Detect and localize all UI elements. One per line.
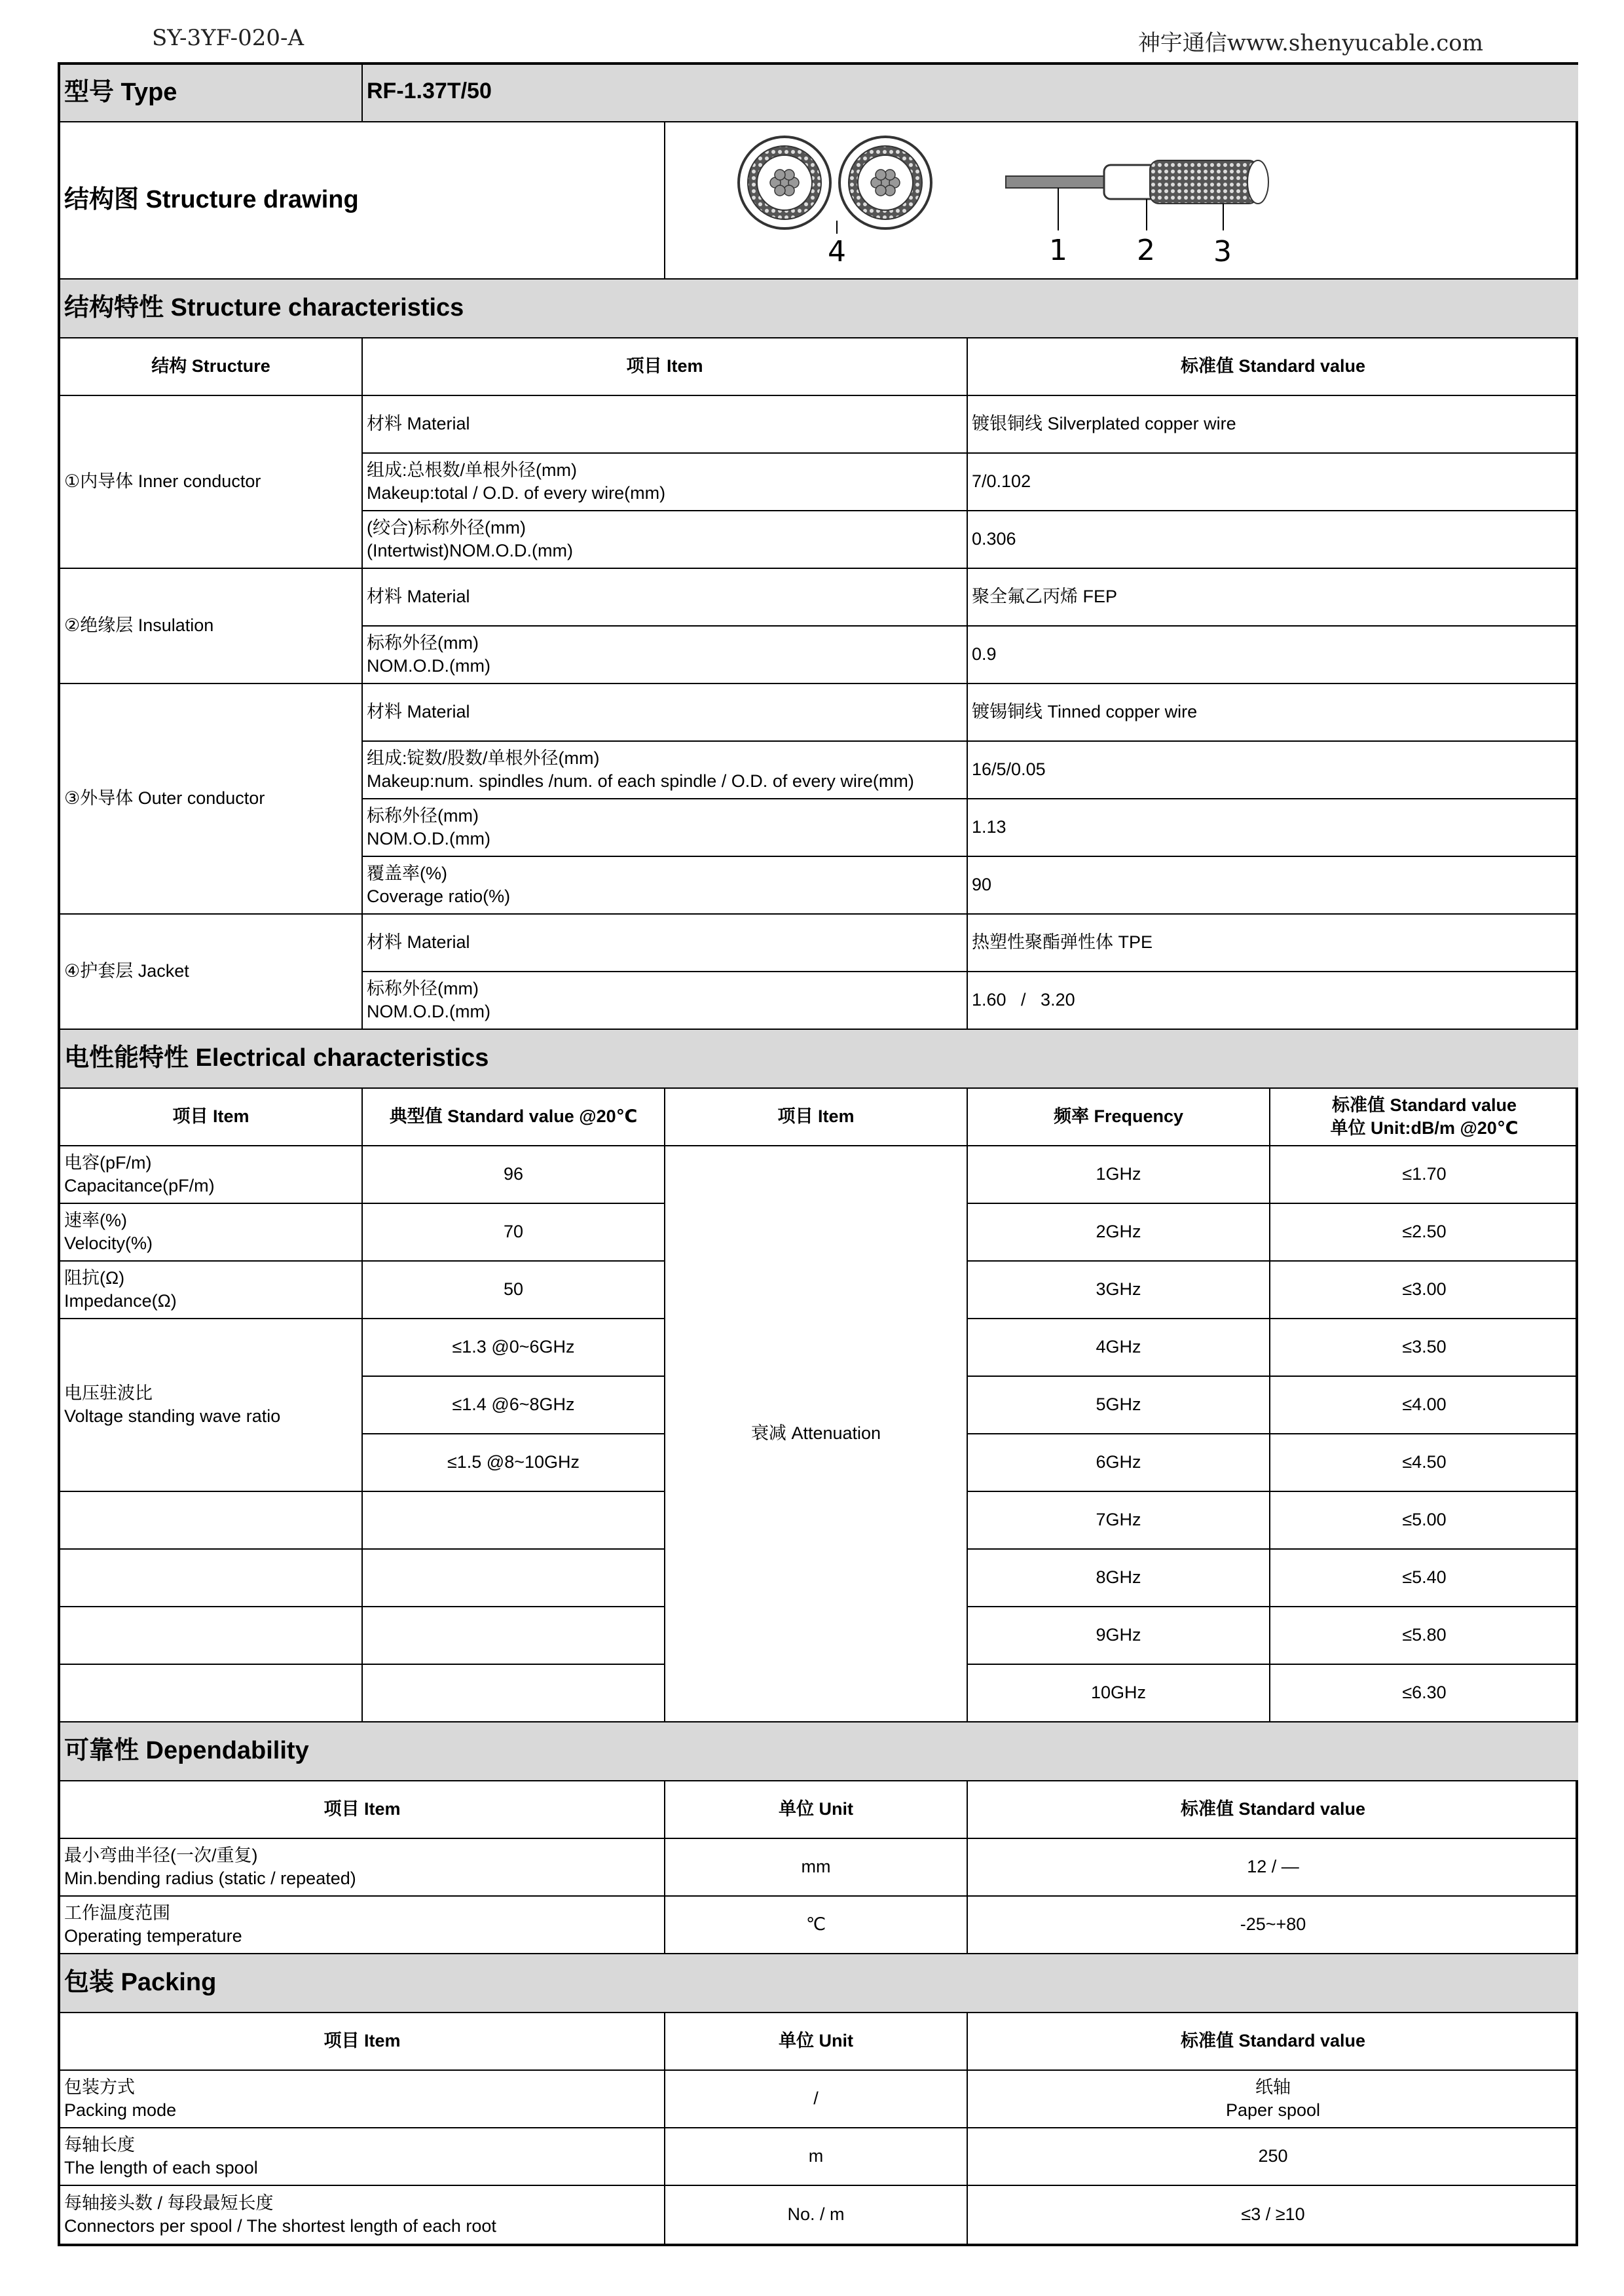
attenuation-value: ≤4.50 [1270, 1434, 1578, 1492]
document-code: SY-3YF-020-A [152, 25, 304, 51]
bending-radius-item [60, 1839, 665, 1897]
callout-2: 2 [1137, 234, 1155, 267]
attenuation-frequency: 9GHz [968, 1607, 1270, 1665]
attenuation-frequency: 3GHz [968, 1262, 1270, 1319]
empty-cell [60, 1492, 363, 1550]
cross-section-right [840, 137, 931, 228]
attenuation-frequency: 1GHz [968, 1146, 1270, 1204]
jacket-od-zh: 标称外径(mm) [367, 978, 479, 998]
insulation-material-item: 材料 Material [363, 569, 968, 627]
bending-radius-en: Min.bending radius (static / repeated) [64, 1868, 356, 1888]
outer-coverage-value: 90 [968, 857, 1578, 915]
empty-cell [60, 1665, 363, 1722]
packing-mode-value-zh: 纸轴 [1255, 2077, 1291, 2097]
packing-header-standard: 标准值 Standard value [968, 2013, 1578, 2071]
jacket-material-value: 热塑性聚酯弹性体 TPE [968, 915, 1578, 972]
connectors-unit: No. / m [665, 2186, 968, 2244]
inner-od-en: (Intertwist)NOM.O.D.(mm) [367, 541, 573, 560]
inner-od-value: 0.306 [968, 511, 1578, 569]
jacket-material-item: 材料 Material [363, 915, 968, 972]
attenuation-value: ≤4.00 [1270, 1377, 1578, 1434]
inner-material-value: 镀银铜线 Silverplated copper wire [968, 396, 1578, 454]
attenuation-frequency: 2GHz [968, 1204, 1270, 1262]
operating-temperature-item [60, 1897, 665, 1954]
outer-conductor-label: ③外导体 Outer conductor [60, 684, 363, 915]
spool-length-item [60, 2128, 665, 2186]
attenuation-value: ≤5.00 [1270, 1492, 1578, 1550]
empty-cell [363, 1550, 665, 1607]
structure-drawing-label: 结构图 Structure drawing [60, 122, 665, 280]
outer-coverage-zh: 覆盖率(%) [367, 863, 447, 883]
cable-side-view [1006, 160, 1268, 204]
attenuation-frequency: 10GHz [968, 1665, 1270, 1722]
empty-cell [363, 1607, 665, 1665]
velocity-zh: 速率(%) [64, 1210, 127, 1230]
dependability-header-item: 项目 Item [60, 1781, 665, 1839]
attenuation-frequency: 6GHz [968, 1434, 1270, 1492]
callout-3: 3 [1213, 235, 1232, 268]
insulation-od-en: NOM.O.D.(mm) [367, 656, 490, 676]
insulation-material-value: 聚全氟乙丙烯 FEP [968, 569, 1578, 627]
operating-temperature-zh: 工作温度范围 [64, 1903, 170, 1923]
structure-header-structure: 结构 Structure [60, 338, 363, 396]
attenuation-frequency: 5GHz [968, 1377, 1270, 1434]
inner-material-item: 材料 Material [363, 396, 968, 454]
electrical-header-typical: 典型值 Standard value @20℃ [363, 1089, 665, 1146]
spool-length-value: 250 [968, 2128, 1578, 2186]
callout-1: 1 [1049, 234, 1067, 267]
vswr-zh: 电压驻波比 [64, 1383, 153, 1403]
structure-header-standard: 标准值 Standard value [968, 338, 1578, 396]
vswr-item [60, 1319, 363, 1492]
callout-4: 4 [828, 235, 846, 268]
attenuation-value: ≤6.30 [1270, 1665, 1578, 1722]
dependability-header-unit: 单位 Unit [665, 1781, 968, 1839]
bending-radius-zh: 最小弯曲半径(一次/重复) [64, 1845, 258, 1865]
empty-cell [60, 1550, 363, 1607]
insulation-label: ②绝缘层 Insulation [60, 569, 363, 684]
vswr-value-2: ≤1.4 @6~8GHz [363, 1377, 665, 1434]
packing-mode-item [60, 2071, 665, 2128]
bending-radius-value: 12 / — [968, 1839, 1578, 1897]
connectors-en: Connectors per spool / The shortest length of each root [64, 2216, 496, 2236]
bending-radius-unit: mm [665, 1839, 968, 1897]
cross-section-left [739, 137, 830, 228]
insulation-od-zh: 标称外径(mm) [367, 632, 479, 653]
outer-od-en: NOM.O.D.(mm) [367, 829, 490, 848]
spool-length-zh: 每轴长度 [64, 2134, 135, 2155]
electrical-header-item: 项目 Item [60, 1089, 363, 1146]
connectors-value: ≤3 / ≥10 [1241, 2204, 1305, 2225]
capacitance-item [60, 1146, 363, 1204]
inner-makeup-value: 7/0.102 [968, 454, 1578, 511]
outer-od-zh: 标称外径(mm) [367, 805, 479, 826]
type-label: 型号 Type [60, 65, 363, 122]
section-dependability-title: 可靠性 Dependability [60, 1722, 1578, 1781]
connectors-item [60, 2186, 665, 2244]
operating-temperature-unit: ℃ [665, 1897, 968, 1954]
attenuation-value: ≤2.50 [1270, 1204, 1578, 1262]
jacket-od-en: NOM.O.D.(mm) [367, 1002, 490, 1021]
outer-material-item: 材料 Material [363, 684, 968, 742]
attenuation-frequency: 8GHz [968, 1550, 1270, 1607]
attenuation-frequency: 4GHz [968, 1319, 1270, 1377]
velocity-value: 70 [363, 1204, 665, 1262]
spec-sheet [58, 62, 1578, 2246]
dependability-header-standard: 标准值 Standard value [968, 1781, 1578, 1839]
attenuation-label: 衰减 Attenuation [665, 1146, 968, 1722]
velocity-item [60, 1204, 363, 1262]
inner-od-zh: (绞合)标称外径(mm) [367, 517, 526, 538]
electrical-header-item2: 项目 Item [665, 1089, 968, 1146]
capacitance-value: 96 [363, 1146, 665, 1204]
outer-makeup-en: Makeup:num. spindles /num. of each spindle / O.D. of every wire(mm) [367, 771, 914, 791]
outer-coverage-en: Coverage ratio(%) [367, 886, 511, 906]
electrical-header-standard-line2: 单位 Unit:dB/m @20℃ [1330, 1118, 1519, 1138]
packing-header-unit: 单位 Unit [665, 2013, 968, 2071]
spool-length-unit: m [665, 2128, 968, 2186]
vswr-en: Voltage standing wave ratio [64, 1406, 281, 1426]
connectors-zh: 每轴接头数 / 每段最短长度 [64, 2193, 274, 2213]
section-packing-title: 包装 Packing [60, 1954, 1578, 2013]
vswr-value-3: ≤1.5 @8~10GHz [363, 1434, 665, 1492]
jacket-label: ④护套层 Jacket [60, 915, 363, 1030]
attenuation-value: ≤5.40 [1270, 1550, 1578, 1607]
insulation-od-value: 0.9 [968, 627, 1578, 684]
empty-cell [60, 1607, 363, 1665]
attenuation-frequency: 7GHz [968, 1492, 1270, 1550]
empty-cell [363, 1492, 665, 1550]
inner-conductor-label: ①内导体 Inner conductor [60, 396, 363, 569]
empty-cell [363, 1665, 665, 1722]
attenuation-value: ≤3.50 [1270, 1319, 1578, 1377]
packing-mode-unit: / [665, 2071, 968, 2128]
electrical-header-frequency: 频率 Frequency [968, 1089, 1270, 1146]
attenuation-value: ≤1.70 [1270, 1146, 1578, 1204]
electrical-header-standard-line1: 标准值 Standard value [1331, 1095, 1517, 1115]
outer-od-item [363, 799, 968, 857]
electrical-header-standard [1270, 1089, 1578, 1146]
outer-material-value: 镀锡铜线 Tinned copper wire [968, 684, 1578, 742]
inner-od-item [363, 511, 968, 569]
inner-makeup-zh: 组成:总根数/单根外径(mm) [367, 460, 577, 480]
attenuation-value: ≤3.00 [1270, 1262, 1578, 1319]
attenuation-value: ≤5.80 [1270, 1607, 1578, 1665]
capacitance-en: Capacitance(pF/m) [64, 1176, 215, 1195]
jacket-od-value: 1.60 / 3.20 [968, 972, 1578, 1030]
outer-od-value: 1.13 [968, 799, 1578, 857]
brand-website: 神宇通信www.shenyucable.com [1137, 30, 1483, 56]
structure-drawing [665, 122, 1578, 280]
outer-coverage-item [363, 857, 968, 915]
velocity-en: Velocity(%) [64, 1233, 153, 1253]
type-value: RF-1.37T/50 [363, 65, 1578, 122]
inner-makeup-en: Makeup:total / O.D. of every wire(mm) [367, 483, 666, 503]
section-electrical-title: 电性能特性 Electrical characteristics [60, 1030, 1578, 1089]
impedance-en: Impedance(Ω) [64, 1291, 177, 1311]
packing-mode-zh: 包装方式 [64, 2077, 135, 2097]
operating-temperature-en: Operating temperature [64, 1926, 242, 1946]
section-structure-title: 结构特性 Structure characteristics [60, 280, 1578, 338]
outer-makeup-value: 16/5/0.05 [968, 742, 1578, 799]
insulation-od-item [363, 627, 968, 684]
packing-mode-en: Packing mode [64, 2100, 177, 2120]
impedance-value: 50 [363, 1262, 665, 1319]
vswr-value-1: ≤1.3 @0~6GHz [363, 1319, 665, 1377]
inner-makeup-item [363, 454, 968, 511]
outer-makeup-item [363, 742, 968, 799]
cable-cross-section-diagram [665, 122, 1578, 278]
packing-mode-value [968, 2071, 1578, 2128]
outer-makeup-zh: 组成:锭数/股数/单根外径(mm) [367, 748, 600, 768]
spool-length-en: The length of each spool [64, 2158, 258, 2178]
packing-mode-value-en: Paper spool [1225, 2100, 1321, 2120]
impedance-zh: 阻抗(Ω) [64, 1267, 125, 1288]
capacitance-zh: 电容(pF/m) [64, 1152, 152, 1173]
packing-header-item: 项目 Item [60, 2013, 665, 2071]
jacket-od-item [363, 972, 968, 1030]
structure-header-item: 项目 Item [363, 338, 968, 396]
impedance-item [60, 1262, 363, 1319]
operating-temperature-value: -25~+80 [968, 1897, 1578, 1954]
